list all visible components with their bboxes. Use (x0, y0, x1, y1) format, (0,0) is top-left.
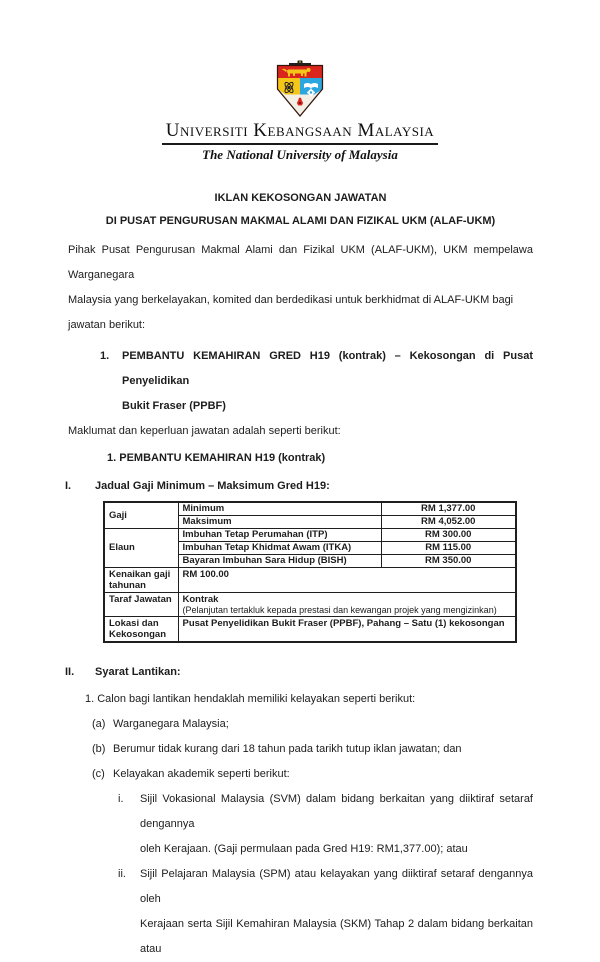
item-ii-line1: Sijil Pelajaran Malaysia (SPM) atau kelayakan yang diiktiraf setaraf dengannya oleh (140, 868, 533, 905)
ukm-crest-logo (274, 60, 326, 118)
intro-line2: Malaysia yang berkelayakan, komited dan berdedikasi untuk berkhidmat di ALAF-UKM bagi jawatan berikut: (68, 294, 514, 331)
vacancy-text-line1: PEMBANTU KEMAHIRAN GRED H19 (kontrak) – Kekosongan di Pusat Penyelidikan (122, 350, 533, 387)
item-b-text: Berumur tidak kurang dari 18 tahun pada tarikh tutup iklan jawatan; dan (113, 743, 462, 755)
item-ii-label: ii. (118, 868, 126, 880)
table-row (104, 593, 516, 617)
table-row (104, 617, 516, 643)
requirement-item-b (68, 737, 533, 762)
kenaikan-value-cell: RM 100.00 (178, 568, 516, 593)
item-i-label: i. (118, 793, 124, 805)
requirement-item-c-ii (68, 862, 533, 962)
item-a-label: (a) (92, 718, 106, 730)
item-b-label: (b) (92, 743, 106, 755)
gaji-min-item-cell: Minimum (178, 502, 381, 516)
item-ii-line2: Kerajaan serta Sijil Kemahiran Malaysia (SKM) Tahap 2 dalam bidang berkaitan atau (140, 918, 533, 955)
elaun-bish-value-cell: RM 350.00 (381, 555, 516, 568)
item-ii-text (140, 862, 533, 962)
elaun-bish-item-cell: Bayaran Imbuhan Sara Hidup (BISH) (178, 555, 381, 568)
taraf-value-cell (178, 593, 516, 617)
requirement-item-c (68, 762, 533, 787)
taraf-value: Kontrak (182, 594, 219, 605)
document-title-line2: DI PUSAT PENGURUSAN MAKMAL ALAMI DAN FIZIKAL UKM (ALAF-UKM) (105, 215, 496, 227)
section-2-numeral: II. (65, 666, 75, 678)
taraf-note: (Pelanjutan tertakluk kepada prestasi dan kewangan projek yang mengizinkan) (182, 605, 497, 615)
section-1-title: Jadual Gaji Minimum – Maksimum Gred H19: (95, 480, 330, 492)
lokasi-value-cell: Pusat Penyelidikan Bukit Fraser (PPBF), Pahang – Satu (1) kekosongan (178, 617, 516, 643)
kenaikan-label-cell: Kenaikan gaji tahunan (104, 568, 178, 593)
section-2-heading (65, 660, 533, 685)
requirement-item-c-i (68, 787, 533, 862)
item-i-line1: Sijil Vokasional Malaysia (SVM) dalam bidang berkaitan yang diiktiraf setaraf dengannya (140, 793, 533, 830)
document-body (0, 187, 600, 962)
gaji-max-value-cell: RM 4,052.00 (381, 516, 516, 529)
gaji-max-item-cell: Maksimum (178, 516, 381, 529)
university-tagline: The National University of Malaysia (202, 147, 398, 162)
section-2-title: Syarat Lantikan: (95, 666, 181, 678)
item-a-text: Warganegara Malaysia; (113, 718, 229, 730)
document-title (68, 187, 533, 233)
table-row (104, 502, 516, 516)
table-row (104, 529, 516, 542)
info-line: Maklumat dan keperluan jawatan adalah seperti berikut: (68, 425, 341, 437)
elaun-itp-value-cell: RM 300.00 (381, 529, 516, 542)
elaun-itka-value-cell: RM 115.00 (381, 542, 516, 555)
vacancy-text (122, 344, 533, 419)
item-i-line2: oleh Kerajaan. (Gaji permulaan pada Gred H19: RM1,377.00); atau (140, 843, 468, 855)
position-heading: 1. PEMBANTU KEMAHIRAN H19 (kontrak) (107, 452, 326, 464)
section-1-numeral: I. (65, 480, 72, 492)
intro-paragraph (68, 238, 533, 338)
elaun-itka-item-cell: Imbuhan Tetap Khidmat Awam (ITKA) (178, 542, 381, 555)
vacancy-text-line2: Bukit Fraser (PPBF) (122, 400, 226, 412)
document-title-line1: IKLAN KEKOSONGAN JAWATAN (214, 192, 387, 204)
section-1-heading (65, 474, 533, 499)
intro-line1: Pihak Pusat Pengurusan Makmal Alami dan Fizikal UKM (ALAF-UKM), UKM mempelawa Warganegara (68, 244, 533, 281)
requirement-item-a (68, 712, 533, 737)
vacancy-number: 1. (100, 350, 110, 362)
item-c-text: Kelayakan akademik seperti berikut: (113, 768, 290, 780)
vacancy-item (68, 344, 533, 419)
letterhead (0, 0, 600, 162)
item-c-label: (c) (92, 768, 105, 780)
lokasi-label-cell: Lokasi dan Kekosongan (104, 617, 178, 643)
elaun-label-cell: Elaun (104, 529, 178, 568)
salary-table (103, 501, 517, 643)
university-wordmark: Universiti Kebangsaan Malaysia (162, 120, 438, 145)
requirement-intro: 1. Calon bagi lantikan hendaklah memiliki kelayakan seperti berikut: (85, 693, 416, 705)
elaun-itp-item-cell: Imbuhan Tetap Perumahan (ITP) (178, 529, 381, 542)
table-row (104, 568, 516, 593)
gaji-label-cell: Gaji (104, 502, 178, 529)
gaji-min-value-cell: RM 1,377.00 (381, 502, 516, 516)
item-i-text (140, 787, 533, 862)
taraf-label-cell: Taraf Jawatan (104, 593, 178, 617)
